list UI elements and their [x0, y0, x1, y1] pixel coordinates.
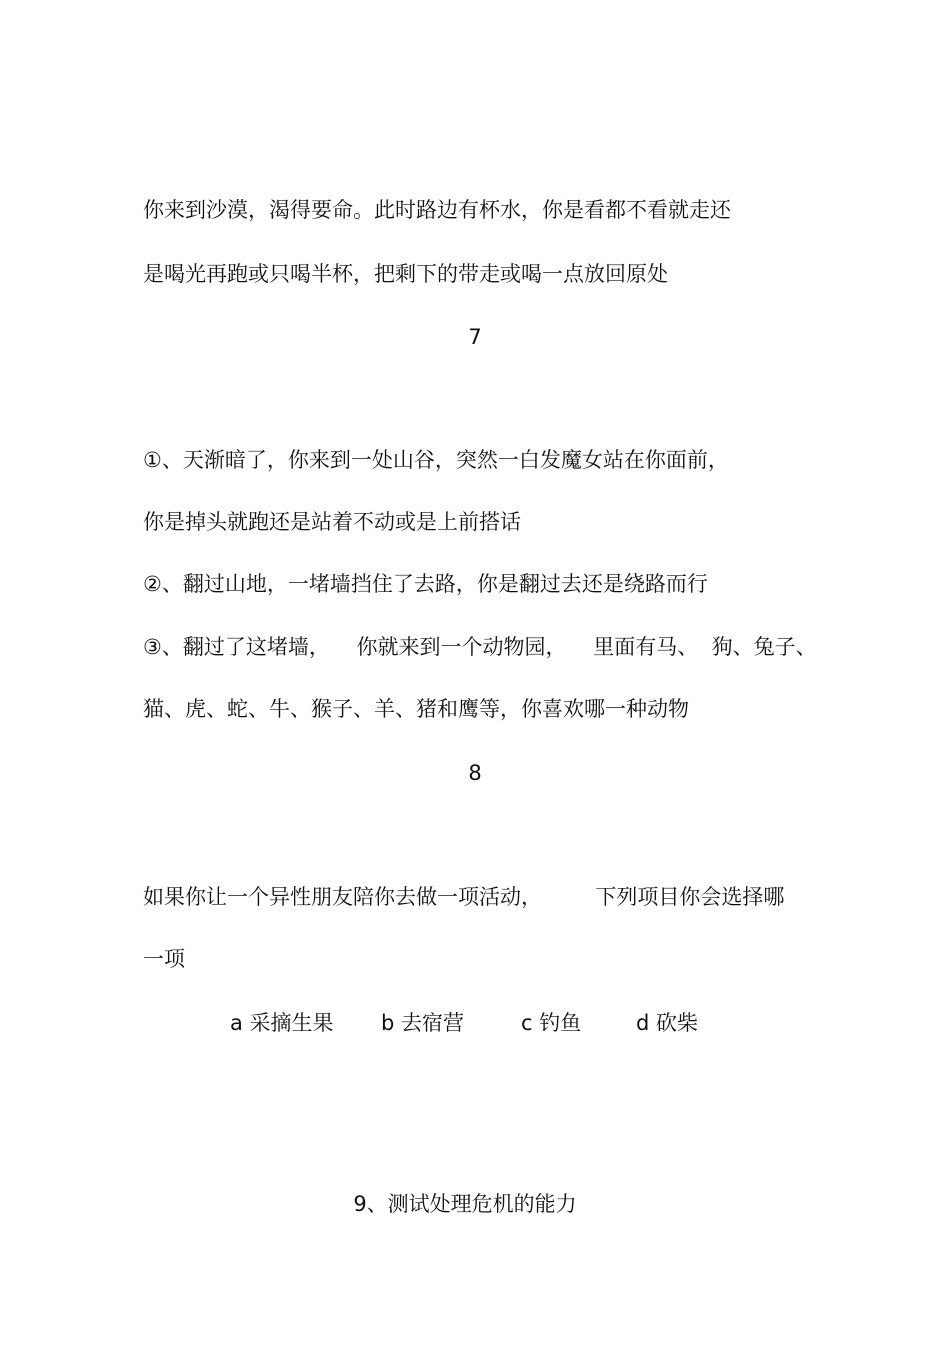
- section6-line-2: 是喝光再跑或只喝半杯，把剩下的带走或喝一点放回原处: [143, 262, 668, 286]
- question-8-line-2: 一项: [143, 947, 185, 971]
- option-d: d 砍柴: [636, 1011, 699, 1035]
- option-a: a 采摘生果: [230, 1011, 334, 1035]
- section-7-number: 7: [468, 325, 482, 349]
- question-8-options: [0, 1009, 950, 1037]
- option-c: c 钓鱼: [521, 1011, 582, 1035]
- question-7-3-line-1: ③、翻过了这堵墙， 你就来到一个动物园， 里面有马、 狗、兔子、: [143, 635, 817, 659]
- option-b: b 去宿营: [381, 1011, 465, 1035]
- question-7-1-line-1: ①、天渐暗了，你来到一处山谷，突然一白发魔女站在你面前，: [143, 448, 729, 472]
- question-7-2: ②、翻过山地，一堵墙挡住了去路，你是翻过去还是绕路而行: [143, 572, 708, 596]
- section-9-heading: 9、测试处理危机的能力: [353, 1192, 577, 1216]
- section-8-number: 8: [468, 761, 482, 785]
- section6-line-1: 你来到沙漠，渴得要命。此时路边有杯水，你是看都不看就走还: [143, 198, 731, 222]
- question-7-3-line-2: 猫、虎、蛇、牛、猴子、羊、猪和鹰等，你喜欢哪一种动物: [143, 697, 689, 721]
- question-8-line-1: 如果你让一个异性朋友陪你去做一项活动， 下列项目你会选择哪: [143, 885, 785, 909]
- question-7-1-line-2: 你是掉头就跑还是站着不动或是上前搭话: [143, 510, 521, 534]
